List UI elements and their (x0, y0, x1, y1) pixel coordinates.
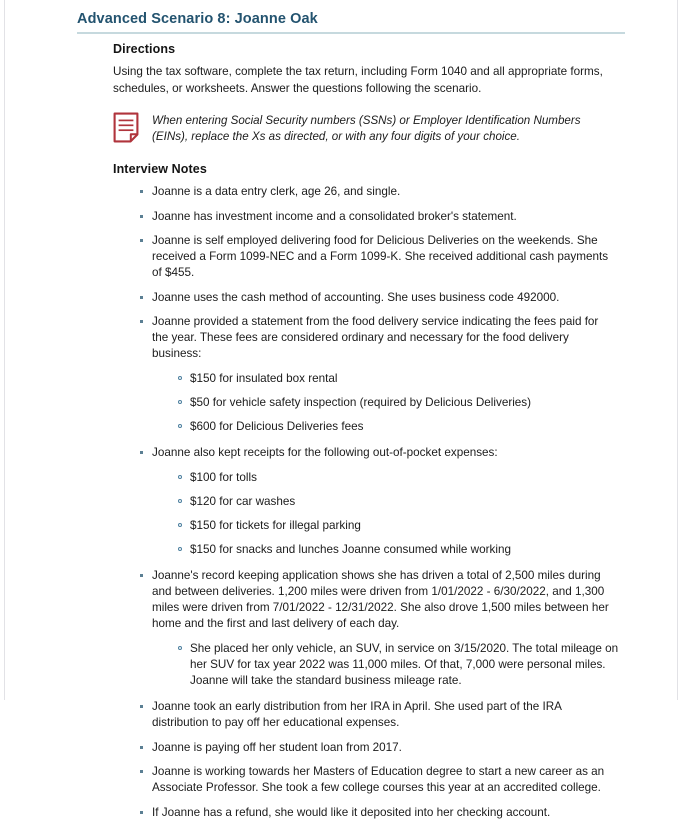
list-item (113, 209, 610, 225)
list-item (113, 740, 610, 756)
sub-list-item (152, 494, 620, 510)
list-item (113, 805, 610, 821)
circle-bullet-icon (178, 475, 182, 479)
sub-list-item-text: She placed her only vehicle, an SUV, in service on 3/15/2020. The total mileage on her SUV for tax year 2022 was 11,000 miles. Of that, 7,000 were personal miles. Joanne will take the standard business mileage rate. (190, 642, 619, 687)
list-item (113, 445, 610, 558)
sub-list-item-text: $150 for insulated box rental (190, 372, 338, 385)
note-document-icon (113, 112, 139, 143)
directions-text: Using the tax software, complete the tax return, including Form 1040 and all appropriate forms, schedules, or worksheets. Answer the questions following the scenario. (113, 65, 603, 95)
circle-bullet-icon (178, 400, 182, 404)
sub-list-item (152, 395, 620, 411)
list-item (113, 568, 619, 689)
page-border-left (4, 0, 5, 700)
sub-list (152, 371, 622, 435)
bullet-marker-icon (140, 770, 143, 773)
directions-section (113, 42, 613, 144)
list-item-text: Joanne has investment income and a consolidated broker's statement. (152, 209, 517, 223)
list-item (113, 184, 610, 200)
circle-bullet-icon (178, 424, 182, 428)
sub-list-item (152, 470, 620, 486)
bullet-marker-icon (140, 574, 143, 577)
list-item (113, 764, 610, 796)
note-text: When entering Social Security numbers (SSNs) or Employer Identification Numbers (EINs), replace the Xs as directed, or with any four digits of your choice. (152, 114, 581, 143)
list-item-text: If Joanne has a refund, she would like it deposited into her checking account. (152, 805, 551, 819)
document-content (113, 42, 619, 829)
sub-list (152, 470, 622, 558)
page-border-right (677, 0, 678, 700)
sub-list (152, 641, 622, 689)
page-title: Advanced Scenario 8: Joanne Oak (77, 11, 318, 27)
list-item-text: Joanne uses the cash method of accounting. She uses business code 492000. (152, 290, 560, 304)
interview-notes-section (113, 162, 619, 821)
directions-heading: Directions (113, 42, 176, 56)
title-divider (77, 32, 625, 34)
list-item-text: Joanne took an early distribution from her IRA in April. She used part of the IRA distribution to pay off her educational expenses. (152, 700, 562, 729)
list-item-text: Joanne is a data entry clerk, age 26, and single. (152, 185, 401, 198)
sub-list-item-text: $150 for snacks and lunches Joanne consumed while working (190, 543, 511, 556)
circle-bullet-icon (178, 499, 182, 503)
sub-list-wrapper (152, 641, 622, 689)
list-item-text: Joanne also kept receipts for the following out-of-pocket expenses: (152, 446, 498, 459)
sub-list-item-text: $50 for vehicle safety inspection (required by Delicious Deliveries) (190, 396, 532, 409)
sub-list-item-text: $120 for car washes (190, 495, 296, 508)
list-item (113, 314, 610, 435)
bullet-marker-icon (140, 451, 143, 454)
list-item (113, 233, 610, 281)
note-callout (113, 111, 613, 144)
sub-list-item (152, 641, 620, 689)
list-item (113, 290, 610, 306)
sub-list-item (152, 518, 620, 534)
sub-list-item-text: $100 for tolls (190, 471, 257, 484)
bullet-marker-icon (140, 239, 143, 242)
sub-list-item-text: $600 for Delicious Deliveries fees (190, 420, 364, 433)
bullet-marker-icon (140, 746, 143, 749)
list-item (113, 699, 610, 731)
list-item-text: Joanne is self employed delivering food for Delicious Deliveries on the weekends. She received a Form 1099-NEC and a Form 1099-K. She received additional cash payments of $455. (152, 234, 609, 279)
list-item-text: Joanne provided a statement from the food delivery service indicating the fees paid for the year. These fees are considered ordinary and necessary for the food delivery business: (152, 315, 599, 360)
title-block (77, 10, 625, 34)
sub-list-item-text: $150 for tickets for illegal parking (190, 519, 361, 532)
sub-list-item (152, 371, 620, 387)
list-item-text: Joanne's record keeping application shows she has driven a total of 2,500 miles during and between deliveries. 1,200 miles were driven from 1/01/2022 - 6/30/2022, and 1,300 miles were driven from 7/01/2022 - 12/31/2022. She also drove 1,500 miles between her home and the first and last delivery of each day. (152, 569, 609, 630)
list-item-text: Joanne is working towards her Masters of Education degree to start a new career as an Associate Professor. She took a few college courses this year at an accredited college. (152, 765, 605, 794)
circle-bullet-icon (178, 376, 182, 380)
bullet-marker-icon (140, 705, 143, 708)
list-item-text: Joanne is paying off her student loan from 2017. (152, 740, 402, 754)
circle-bullet-icon (178, 523, 182, 527)
interview-notes-heading: Interview Notes (113, 162, 207, 176)
interview-notes-list (113, 184, 619, 821)
sub-list-item (152, 419, 620, 435)
bullet-marker-icon (140, 215, 143, 218)
sub-list-wrapper (152, 470, 622, 558)
bullet-marker-icon (140, 296, 143, 299)
bullet-marker-icon (140, 190, 143, 193)
bullet-marker-icon (140, 320, 143, 323)
circle-bullet-icon (178, 547, 182, 551)
circle-bullet-icon (178, 646, 182, 650)
sub-list-item (152, 542, 620, 558)
sub-list-wrapper (152, 371, 622, 435)
bullet-marker-icon (140, 811, 143, 814)
